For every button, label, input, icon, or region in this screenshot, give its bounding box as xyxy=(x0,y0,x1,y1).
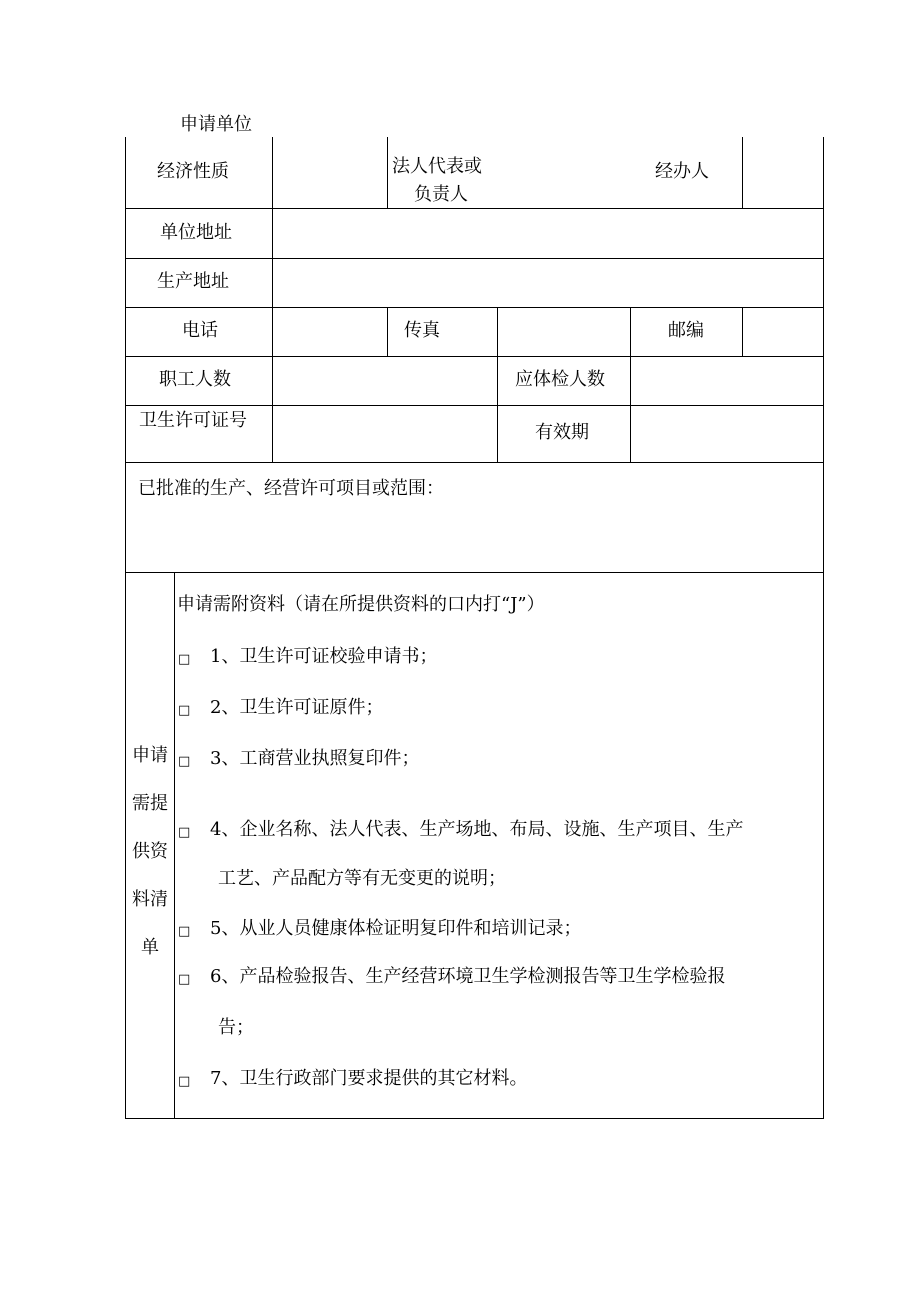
materials-heading: 申请需附资料（请在所提供资料的口内打“J”） xyxy=(177,594,545,615)
cell-divider xyxy=(497,356,498,462)
checkbox-icon[interactable]: □ xyxy=(178,924,191,939)
material-item: 3、工商营业执照复印件； xyxy=(210,748,420,769)
employee-count-label: 职工人数 xyxy=(159,369,231,390)
row-divider xyxy=(125,572,824,573)
row-divider xyxy=(125,307,824,308)
unit-address-field[interactable] xyxy=(273,209,823,258)
postcode-label: 邮编 xyxy=(668,320,704,341)
legal-rep-label-line2: 负责人 xyxy=(414,184,468,205)
material-item: 7、卫生行政部门要求提供的其它材料。 xyxy=(210,1068,528,1089)
material-item-continuation: 告； xyxy=(218,1017,254,1038)
fax-label: 传真 xyxy=(404,320,440,341)
handler-label: 经办人 xyxy=(655,161,709,182)
production-address-label: 生产地址 xyxy=(157,271,229,292)
exam-count-field[interactable] xyxy=(631,357,823,405)
validity-label: 有效期 xyxy=(535,422,589,443)
table-border-bottom xyxy=(125,1118,824,1119)
legal-rep-field[interactable] xyxy=(500,138,640,208)
phone-field[interactable] xyxy=(273,308,387,356)
checkbox-icon[interactable]: □ xyxy=(178,703,191,718)
checkbox-icon[interactable]: □ xyxy=(178,652,191,667)
exam-count-label: 应体检人数 xyxy=(515,369,605,390)
material-item: 1、卫生许可证校验申请书； xyxy=(210,646,438,667)
economic-nature-field[interactable] xyxy=(273,138,387,208)
cell-divider xyxy=(174,572,175,1118)
approved-scope-field[interactable] xyxy=(126,505,823,572)
table-border-right xyxy=(823,137,824,1119)
material-item-continuation: 工艺、产品配方等有无变更的说明； xyxy=(218,868,506,889)
applicant-unit-label: 申请单位 xyxy=(180,114,252,135)
side-label-line: 申请 xyxy=(132,745,168,766)
fax-field[interactable] xyxy=(498,308,630,356)
side-label-line: 单 xyxy=(141,937,159,958)
checkbox-icon[interactable]: □ xyxy=(178,972,191,987)
material-item: 2、卫生许可证原件； xyxy=(210,697,384,718)
material-item: 6、产品检验报告、生产经营环境卫生学检测报告等卫生学检验报 xyxy=(210,966,726,987)
checkbox-icon[interactable]: □ xyxy=(178,825,191,840)
license-number-field[interactable] xyxy=(273,406,497,462)
table-border-left xyxy=(125,137,126,1119)
material-item: 5、从业人员健康体检证明复印件和培训记录； xyxy=(210,918,582,939)
production-address-field[interactable] xyxy=(273,259,823,307)
unit-address-label: 单位地址 xyxy=(160,222,232,243)
side-label-line: 料清 xyxy=(132,889,168,910)
cell-divider xyxy=(387,137,388,208)
checkbox-icon[interactable]: □ xyxy=(178,754,191,769)
handler-field[interactable] xyxy=(743,138,823,208)
approved-scope-label: 已批准的生产、经营许可项目或范围： xyxy=(138,478,444,499)
license-number-label: 卫生许可证号 xyxy=(139,410,247,431)
economic-nature-label: 经济性质 xyxy=(157,161,229,182)
material-item: 4、企业名称、法人代表、生产场地、布局、设施、生产项目、生产 xyxy=(210,819,744,840)
validity-field[interactable] xyxy=(631,406,823,462)
cell-divider xyxy=(630,307,631,356)
employee-count-field[interactable] xyxy=(273,357,497,405)
side-label-line: 供资 xyxy=(132,841,168,862)
row-divider xyxy=(125,462,824,463)
phone-label: 电话 xyxy=(182,320,218,341)
legal-rep-label-line1: 法人代表或 xyxy=(392,156,482,177)
side-label-line: 需提 xyxy=(132,793,168,814)
checkbox-icon[interactable]: □ xyxy=(178,1074,191,1089)
postcode-field[interactable] xyxy=(743,308,823,356)
cell-divider xyxy=(387,307,388,356)
